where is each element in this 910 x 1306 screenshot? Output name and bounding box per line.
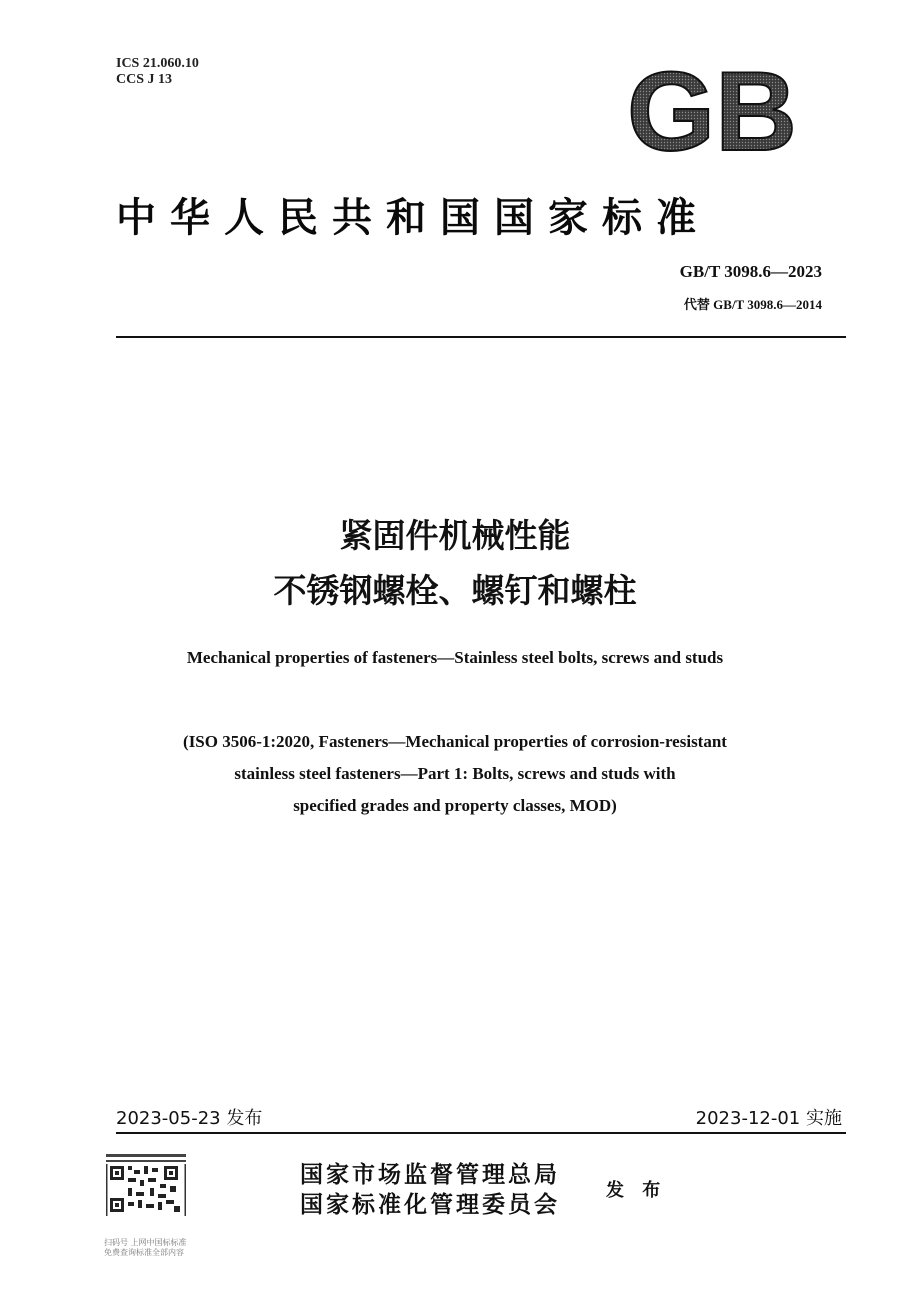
gb-logo — [624, 66, 800, 160]
issuing-authority-sac: 国家标准化管理委员会 — [300, 1192, 560, 1218]
replaced-standard: 代替 GB/T 3098.6—2014 — [683, 297, 822, 312]
qr-code-icon — [104, 1152, 188, 1218]
ccs-code: CCS J 13 — [116, 72, 173, 87]
chinese-title-line1: 紧固件机械性能 — [339, 516, 571, 555]
national-standard-heading: 中华人民共和国国家标准 — [116, 194, 710, 241]
issue-date: 2023-05-23 发布 — [116, 1108, 263, 1129]
publish-label: 发 布 — [606, 1180, 667, 1201]
english-title: Mechanical properties of fasteners—Stainless steel bolts, screws and studs — [186, 648, 724, 667]
iso-reference-line2: stainless steel fasteners—Part 1: Bolts, screws and studs with — [234, 764, 676, 783]
footer-divider — [116, 1132, 846, 1134]
qr-caption — [104, 1238, 187, 1258]
implementation-date: 2023-12-01 实施 — [695, 1108, 842, 1129]
standard-number: GB/T 3098.6—2023 — [679, 262, 822, 281]
issuing-authority-samr: 国家市场监督管理总局 — [300, 1162, 560, 1188]
qr-caption-line2: 免费查询标准全部内容 — [104, 1248, 184, 1257]
iso-reference-line3: specified grades and property classes, MOD) — [293, 796, 617, 815]
gb-logo-text: GB — [627, 66, 797, 160]
ics-code: ICS 21.060.10 — [116, 56, 199, 71]
chinese-title-line2: 不锈钢螺栓、螺钉和螺柱 — [273, 571, 637, 610]
classification-codes — [116, 56, 199, 88]
iso-reference-line1: (ISO 3506-1:2020, Fasteners—Mechanical properties of corrosion-resistant — [183, 732, 727, 751]
header-divider — [116, 336, 846, 338]
qr-caption-line1: 扫码号 上网中国标标准 — [104, 1238, 187, 1247]
